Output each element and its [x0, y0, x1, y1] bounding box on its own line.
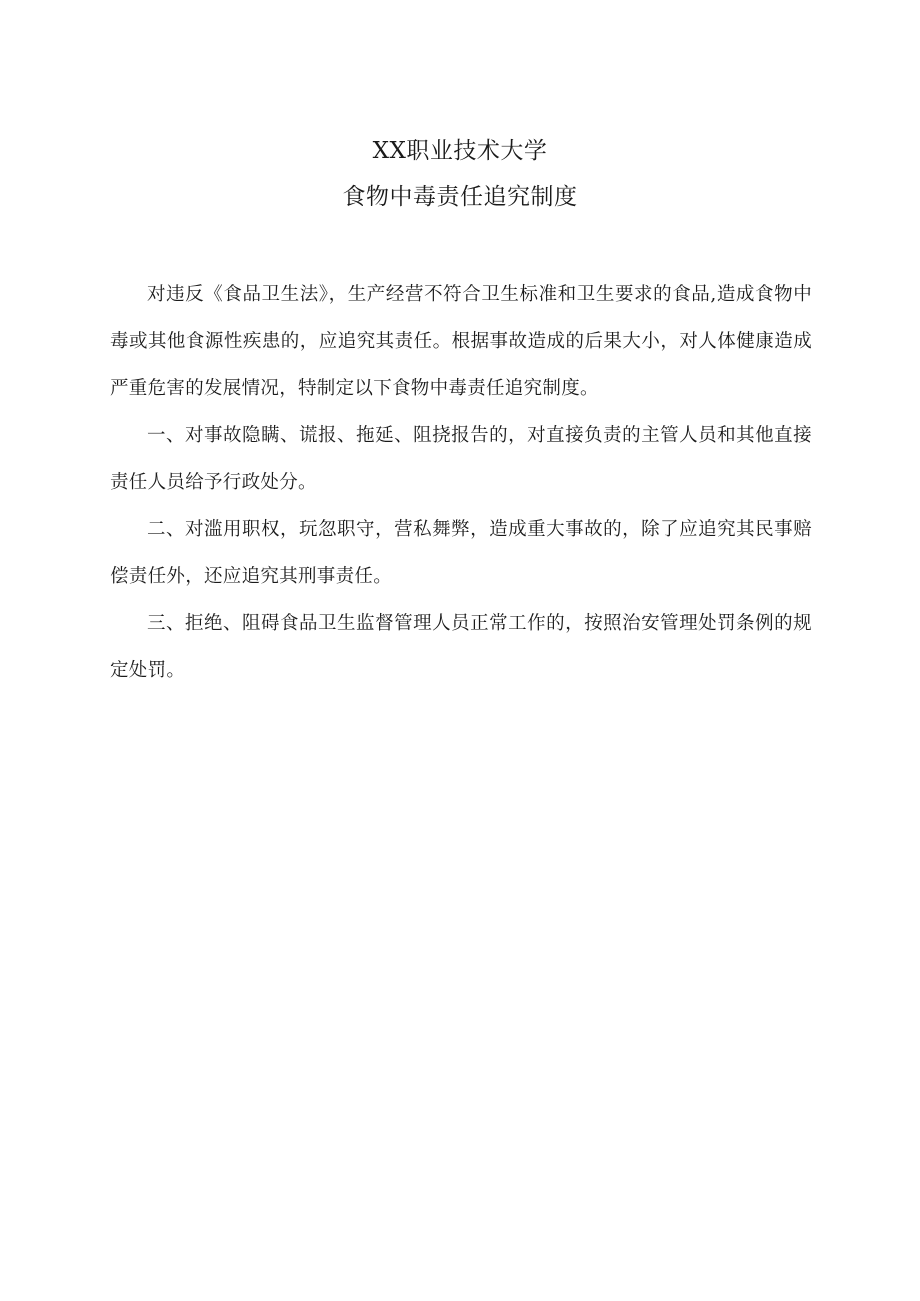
paragraph-article-2: 二、对滥用职权，玩忽职守，营私舞弊，造成重大事故的，除了应追究其民事赔偿责任外，还应追究其刑事责任。 — [110, 519, 812, 587]
title-institution: XX职业技术大学 — [372, 138, 548, 164]
paragraph-article-1: 一、对事故隐瞒、谎报、拖延、阻挠报告的，对直接负责的主管人员和其他直接责任人员给予行政处分。 — [110, 425, 812, 493]
paragraph-article-3: 三、拒绝、阻碍食品卫生监督管理人员正常工作的，按照治安管理处罚条例的规定处罚。 — [110, 613, 812, 681]
paragraph-preamble: 对违反《食品卫生法》，生产经营不符合卫生标准和卫生要求的食品,造成食物中毒或其他食源性疾患的，应追究其责任。根据事故造成的后果大小，对人体健康造成严重危害的发展情况，特制定以下食物中毒责任追究制度。 — [110, 284, 812, 399]
document-body — [110, 271, 812, 694]
title-regulation: 食物中毒责任追究制度 — [342, 184, 578, 210]
document-title — [0, 128, 920, 220]
